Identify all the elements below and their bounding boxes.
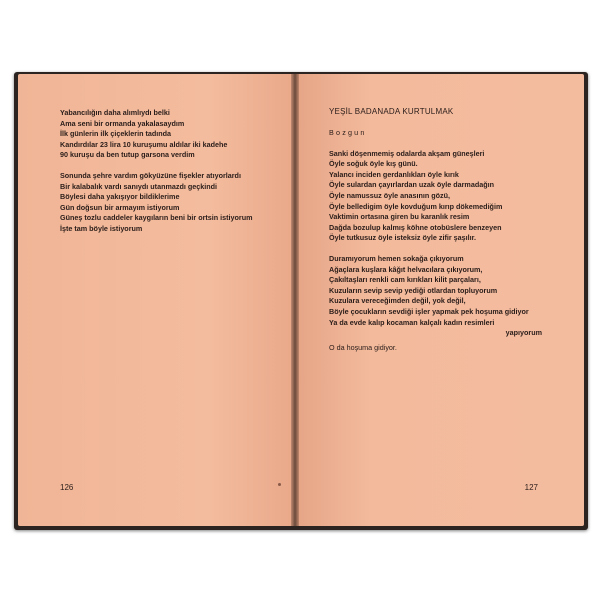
poem-line: Kuzuların sevip sevip yediği otlardan topluyorum — [329, 285, 498, 295]
page-number-left: 126 — [60, 483, 74, 492]
page-number-right: 127 — [524, 483, 538, 492]
poem-line: Yabancılığın daha alımlıydı belki — [60, 108, 170, 117]
poem-line: Kandırdılar 23 lira 10 kuruşumu aldılar iki kadehe — [60, 139, 228, 149]
poem-line: İlk günlerin ilk çiçeklerin tadında — [60, 129, 172, 139]
right-page-text — [329, 114, 542, 353]
left-page-text — [60, 108, 253, 235]
poem-line: Çakıltaşları renkli cam kırıkları kilit parçaları, — [329, 275, 481, 285]
poem-line: Böyle çocukların sevdiği işler yapmak pek hoşuma gidiyor — [329, 306, 529, 316]
poem-closing-line: O da hoşuma gidiyor. — [329, 342, 397, 352]
poem-line: Kuzulara vereceğimden değil, yok değil, — [329, 296, 466, 306]
poem-line: Öyle tutkusuz öyle isteksiz öyle zifir şaşılır. — [329, 233, 477, 243]
poem-line: Sanki döşenmemiş odalarda akşam güneşleri — [329, 148, 485, 158]
poem-line: 90 kuruşu da ben tutup garsona verdim — [60, 150, 195, 160]
poem-line: Öyle soğuk öyle kış günü. — [329, 159, 418, 169]
poem-line: Dağda bozulup kalmış köhne otobüslere benzeyen — [329, 222, 502, 232]
right-page — [299, 74, 584, 526]
poem-line: Böylesi daha yakışıyor bildiklerime — [60, 192, 180, 202]
poem-line: Duramıyorum hemen sokağa çıkıyorum — [329, 253, 464, 263]
poem-line: Ağaçlara kuşlara kâğıt helvacılara çıkıyorum, — [329, 264, 483, 274]
chapter-title: YEŞİL BADANADA KURTULMAK — [329, 107, 454, 116]
poem-line: Öyle belledigim öyle kovduğum kırıp dökemediğim — [329, 201, 503, 211]
poem-line: Ya da evde kalıp kocaman kalçalı kadın resimleri — [329, 317, 495, 327]
section-title: Bozgun — [329, 128, 367, 137]
poem-line: Gün doğsun bir armayım istiyorum — [60, 202, 180, 212]
poem-line-continuation: yapıyorum — [505, 328, 542, 338]
poem-line: Öyle sulardan çayırlardan uzak öyle darmadağın — [329, 180, 494, 190]
poem-line: Güneş tozlu caddeler kaygıların beni bir ortsin istiyorum — [60, 213, 253, 223]
poem-line: Vaktimin ortasına giren bu karanlık resim — [329, 212, 470, 222]
poem-line: Yalancı inciden gerdanlıkları öyle kırık — [329, 169, 459, 179]
poem-line: Sonunda şehre vardım gökyüzüne fişekler atıyorlardı — [60, 170, 241, 180]
poem-line: Öyle namussuz öyle anasının gözü, — [329, 190, 451, 200]
poem-line: İşte tam böyle istiyorum — [60, 223, 143, 233]
ink-mark — [278, 483, 281, 486]
poem-line: Ama seni bir ormanda yakalasaydım — [60, 118, 185, 128]
left-page — [18, 74, 291, 526]
poem-line: Bir kalabalık vardı sanıydı utanmazdı geçkindi — [60, 181, 217, 191]
